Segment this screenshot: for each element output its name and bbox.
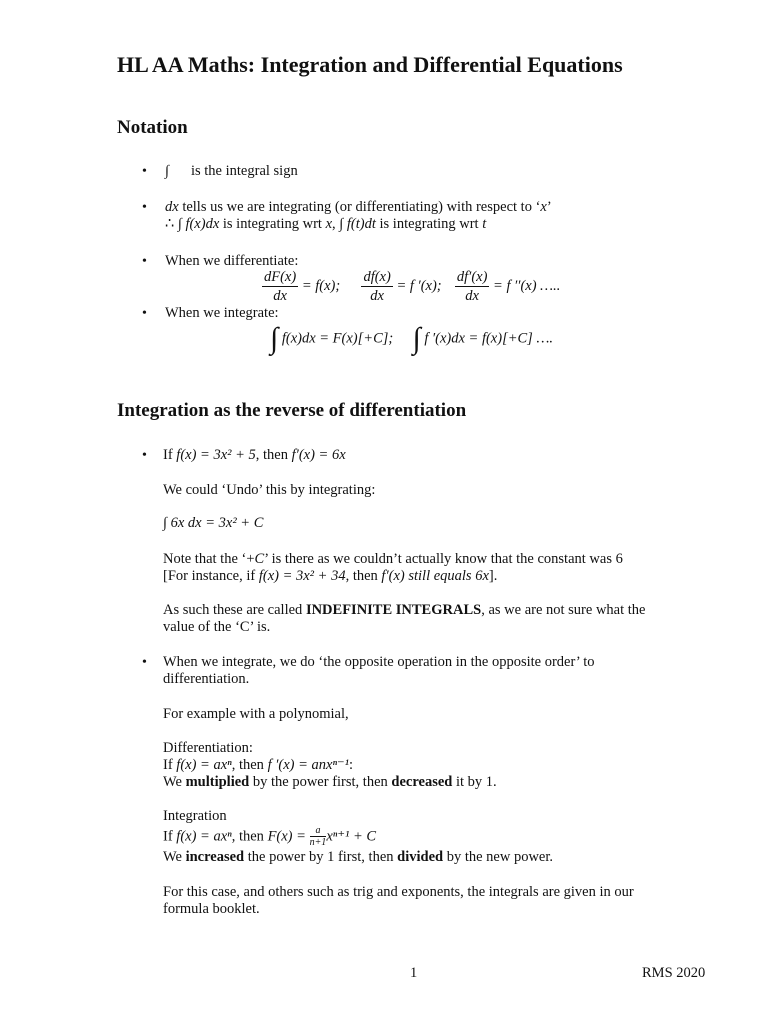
notation-item-integrate: When we integrate: [165,305,279,321]
footer-author: RMS 2020 [642,965,706,981]
opposite-order-text: When we integrate, we do ‘the opposite operation in the opposite order’ to [163,654,595,670]
integration-rule: If f(x) = axⁿ, then F(x) = $\frac{a}{n+1}$ xⁿ⁺¹ + C [163,825,377,848]
formula-booklet-note: For this case, and others such as trig and exponents, the integrals are given in our [163,884,634,900]
section-heading-notation: Notation [117,117,188,138]
bullet-icon: • [142,254,147,269]
polynomial-intro: For example with a polynomial, [163,706,349,722]
notation-item-integral-sign: ∫ is the integral sign [165,163,298,179]
bullet-icon: • [142,448,147,463]
integration-explanation: We increased the power by 1 first, then divided by the new power. [163,849,554,865]
undo-integral: ∫ 6x dx = 3x² + C [163,515,264,531]
differentiation-notation-equation: $\frac{dF(x)}{dx}$ = f(x); $\frac{df(x)}{dx}$ = f ′(x); $\frac{df'(x)}{dx}$ = f ′′(x) ….. [264,269,561,304]
notation-item-wrt: ∴ ∫ f(x)dx is integrating wrt x, ∫ f(t)dt is integrating wrt t [165,216,487,232]
formula-booklet-note-2: formula booklet. [163,901,260,917]
differentiation-rule: If f(x) = axⁿ, then f ′(x) = anxⁿ⁻¹: [163,757,354,773]
undo-text: We could ‘Undo’ this by integrating: [163,482,376,498]
bullet-icon: • [142,306,147,321]
integration-notation-equation: ∫ f(x)dx = F(x)[+C]; ∫ f ′(x)dx = f(x)[+C] …. [270,322,553,355]
differentiation-heading: Differentiation: [163,740,253,756]
constant-note: Note that the ‘+C’ is there as we couldn’t actually know that the constant was 6 [163,551,623,567]
notation-item-dx: dx tells us we are integrating (or differentiating) with respect to ‘x’ [165,199,552,215]
integration-heading: Integration [163,808,227,824]
bullet-icon: • [142,200,147,215]
bullet-icon: • [142,164,147,179]
bullet-icon: • [142,655,147,670]
example-statement: If f(x) = 3x² + 5, then f′(x) = 6x [163,447,346,463]
section-heading-reverse: Integration as the reverse of differentiation [117,400,467,421]
constant-example: [For instance, if f(x) = 3x² + 34, then f′(x) still equals 6x]. [163,568,498,584]
indefinite-integrals-text: As such these are called INDEFINITE INTEGRALS, as we are not sure what the [163,602,646,618]
differentiation-explanation: We multiplied by the power first, then decreased it by 1. [163,774,497,790]
indefinite-integrals-text-2: value of the ‘C’ is. [163,619,271,635]
opposite-order-text-2: differentiation. [163,671,250,687]
page-number: 1 [410,965,418,981]
page-title: HL AA Maths: Integration and Differential Equations [117,52,623,77]
notation-item-differentiate: When we differentiate: [165,253,299,269]
